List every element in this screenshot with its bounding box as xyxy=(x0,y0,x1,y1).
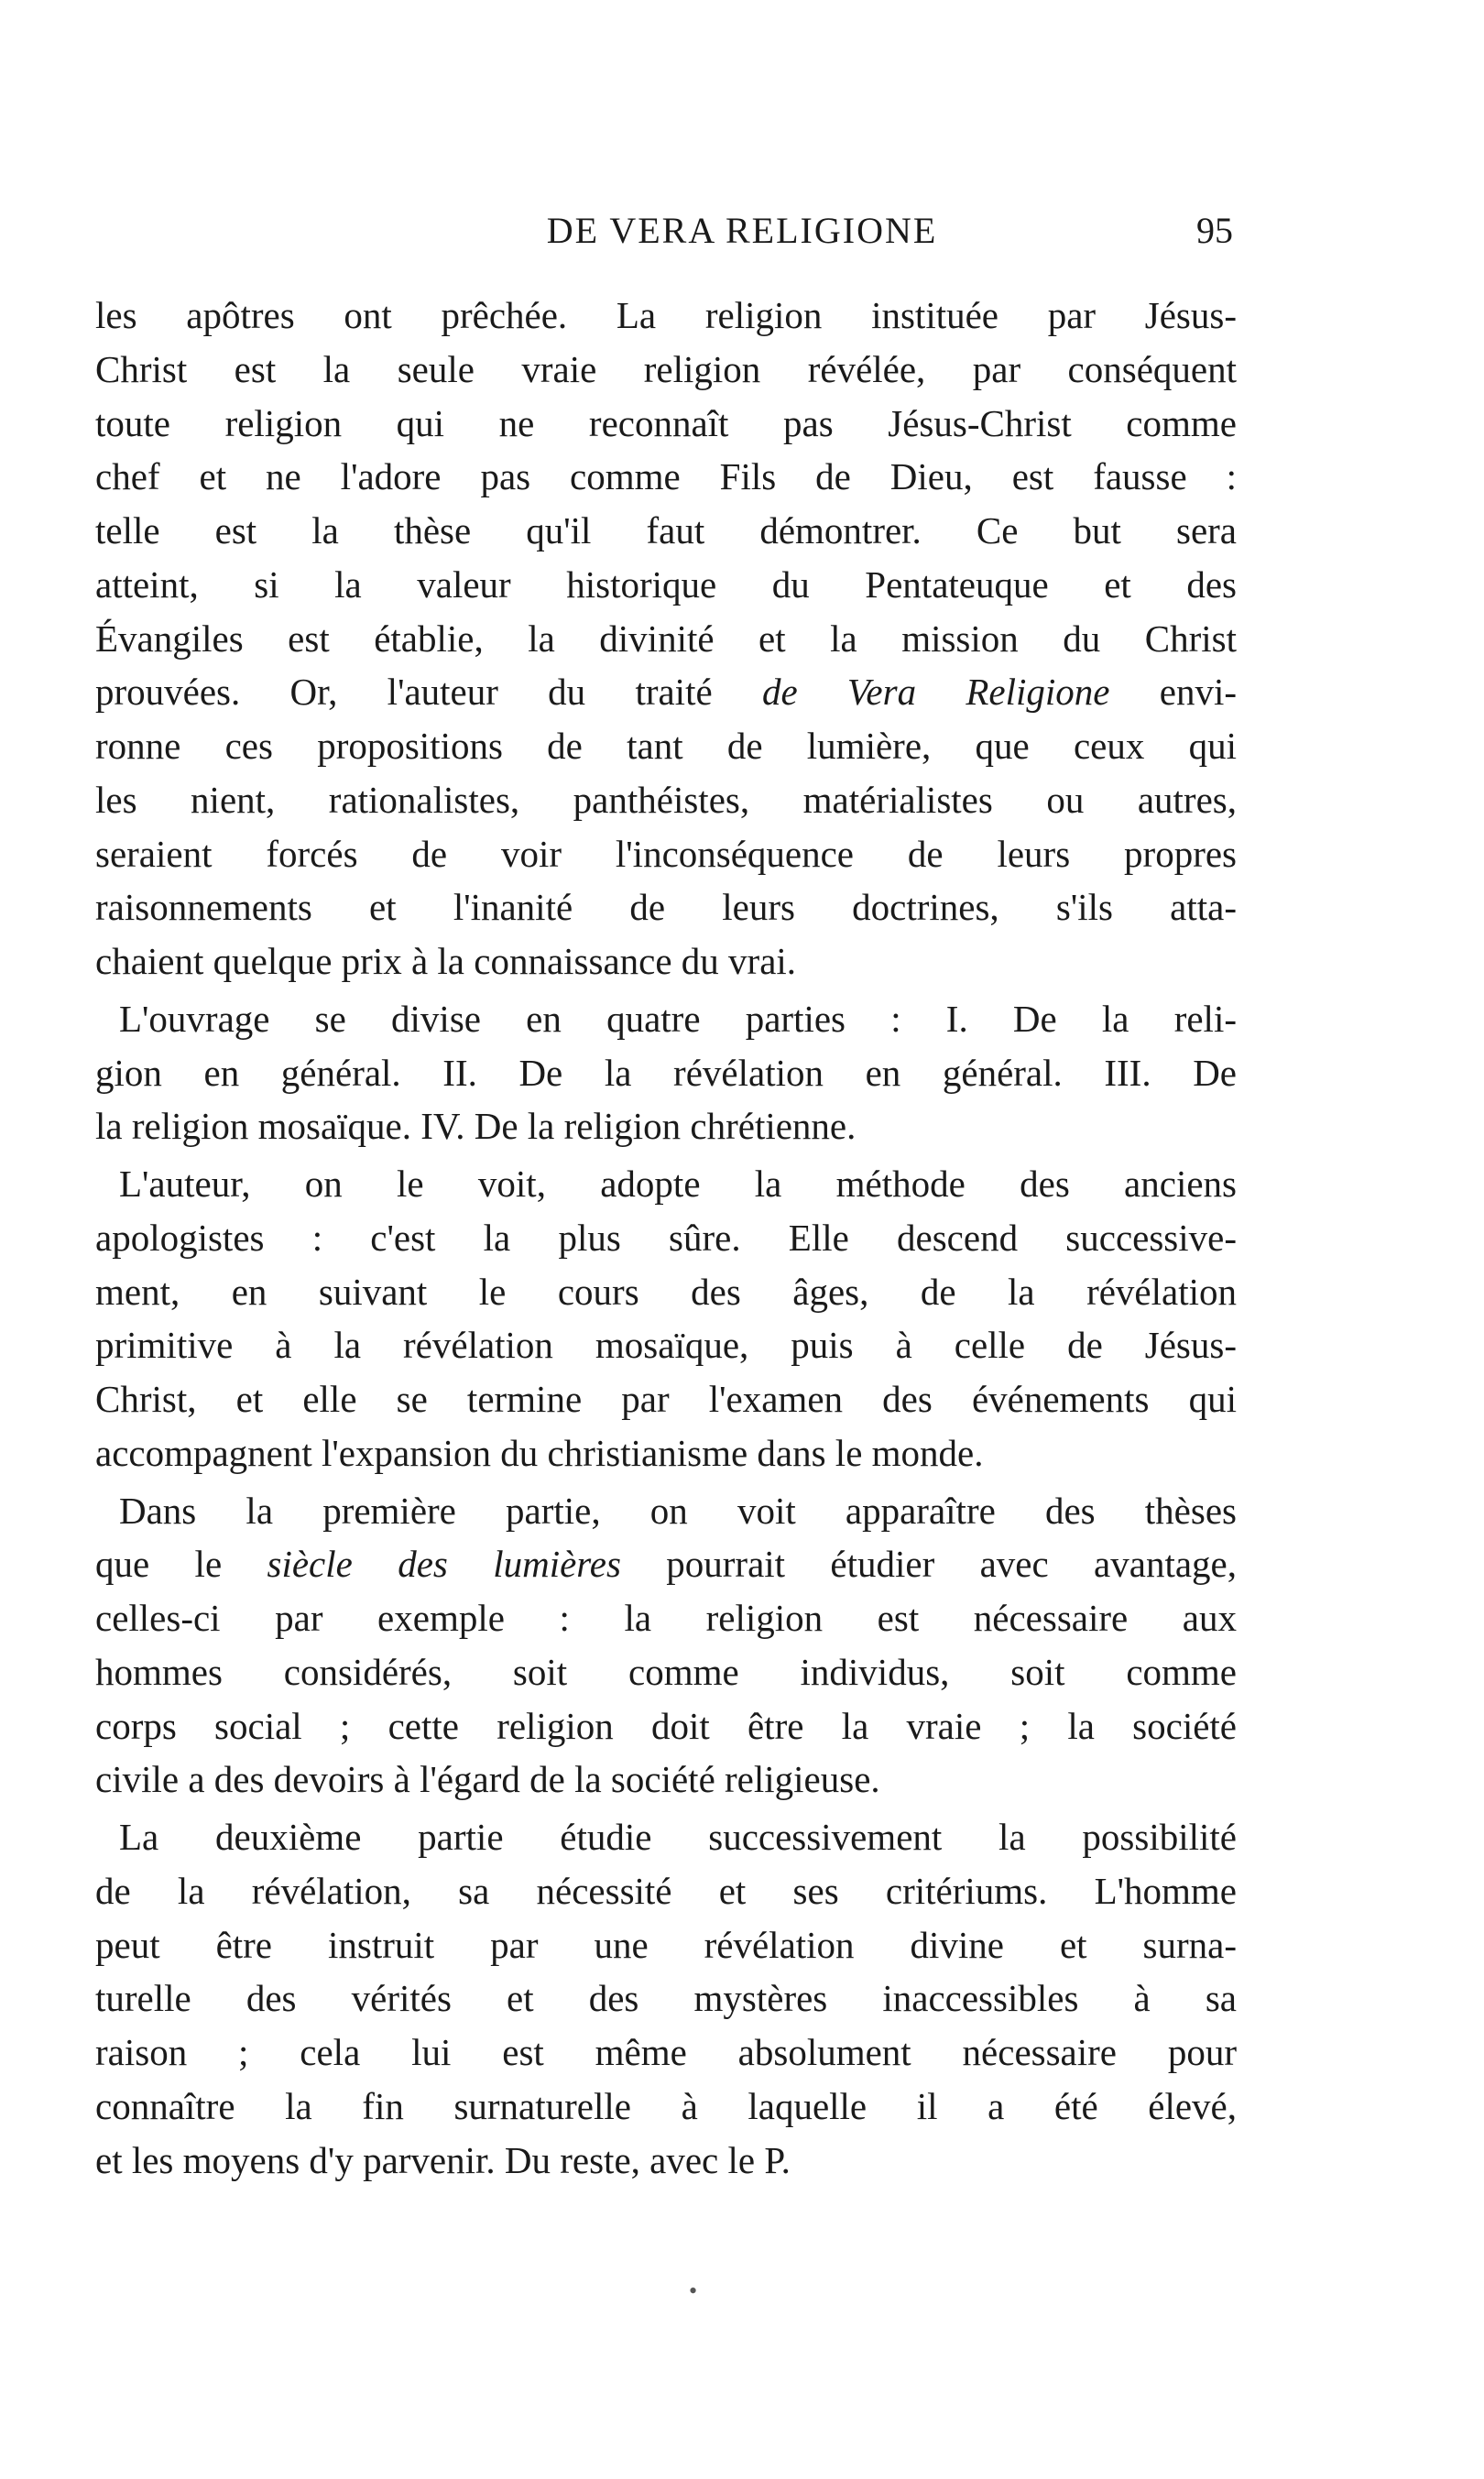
paragraph xyxy=(95,1157,1237,1480)
text-run: envi- xyxy=(1109,671,1237,714)
text-run: pourrait étudier avec avantage, xyxy=(620,1543,1237,1586)
text-run: prouvées. Or, l'auteur du traité xyxy=(95,671,762,714)
text-line: L'auteur, on le voit, adopte la méthode des anciens xyxy=(119,1163,1237,1205)
text-line: ment, en suivant le cours des âges, de la révélation xyxy=(95,1270,1237,1313)
text-line: de la révélation, sa nécessité et ses critériums. L'homme xyxy=(95,1869,1237,1912)
text-line: Évangiles est établie, la divinité et la mission du Christ xyxy=(95,617,1237,660)
text-line: celles-ci par exemple : la religion est nécessaire aux xyxy=(95,1597,1237,1639)
text-line: gion en général. II. De la révélation en général. III. De xyxy=(95,1051,1237,1094)
text-line: chaient quelque prix à la connaissance du vrai. xyxy=(95,940,797,982)
text-line: atteint, si la valeur historique du Pentateuque et des xyxy=(95,562,1237,606)
text-line: La deuxième partie étudie successivement la possibilité xyxy=(119,1816,1237,1858)
running-title: DE VERA RELIGIONE xyxy=(546,210,938,251)
text-line: toute religion qui ne reconnaît pas Jésus-Christ comme xyxy=(95,401,1237,444)
text-line: accompagnent l'expansion du christianisme dans le monde. xyxy=(95,1431,984,1474)
text-line: ronne ces propositions de tant de lumière, que ceux qui xyxy=(95,725,1237,767)
text-line: hommes considérés, soit comme individus, soit comme xyxy=(95,1650,1237,1693)
text-line: L'ouvrage se divise en quatre parties : I. De la reli- xyxy=(119,997,1237,1040)
text-line: raison ; cela lui est même absolument nécessaire pour xyxy=(95,2031,1237,2073)
text-line: chef et ne l'adore pas comme Fils de Dieu, est fausse : xyxy=(95,455,1237,498)
text-line: apologistes : c'est la plus sûre. Elle descend successive- xyxy=(95,1216,1237,1259)
text-line: turelle des vérités et des mystères inaccessibles à sa xyxy=(95,1977,1237,2020)
text-line: la religion mosaïque. IV. De la religion chrétienne. xyxy=(95,1105,857,1148)
text-line: Christ est la seule vraie religion révélée, par conséquent xyxy=(95,347,1237,390)
paragraph xyxy=(95,992,1237,1153)
text-line xyxy=(95,1537,1237,1591)
text-line: et les moyens d'y parvenir. Du reste, avec le P. xyxy=(95,2138,791,2181)
text-line: Dans la première partie, on voit apparaître des thèses xyxy=(119,1489,1237,1532)
italic-title: siècle des lumières xyxy=(267,1543,621,1586)
text-line: seraient forcés de voir l'inconséquence de leurs propres xyxy=(95,832,1237,875)
printer-mark: • xyxy=(689,2277,698,2304)
text-line: primitive à la révélation mosaïque, puis à celle de Jésus- xyxy=(95,1324,1237,1367)
paragraph xyxy=(95,1810,1237,2187)
paragraph xyxy=(95,289,1237,988)
text-line: les nient, rationalistes, panthéistes, matérialistes ou autres, xyxy=(95,778,1237,821)
page-number: 95 xyxy=(1196,210,1233,251)
text-run: que le xyxy=(95,1543,267,1586)
running-head xyxy=(0,203,1484,258)
text-line: peut être instruit par une révélation divine et surna- xyxy=(95,1923,1237,1966)
text-line: raisonnements et l'inanité de leurs doctrines, s'ils atta- xyxy=(95,886,1237,929)
text-line: civile a des devoirs à l'égard de la société religieuse. xyxy=(95,1758,880,1801)
text-line: telle est la thèse qu'il faut démontrer. Ce but sera xyxy=(95,509,1237,551)
text-line: connaître la fin surnaturelle à laquelle il a été élevé, xyxy=(95,2084,1237,2127)
body-text xyxy=(95,289,1237,2187)
paragraph xyxy=(95,1484,1237,1807)
italic-title: de Vera Religione xyxy=(761,671,1110,714)
text-line: les apôtres ont prêchée. La religion instituée par Jésus- xyxy=(95,294,1237,336)
text-line: corps social ; cette religion doit être la vraie ; la société xyxy=(95,1704,1237,1747)
text-line: Christ, et elle se termine par l'examen des événements qui xyxy=(95,1378,1237,1420)
text-line xyxy=(95,665,1237,719)
